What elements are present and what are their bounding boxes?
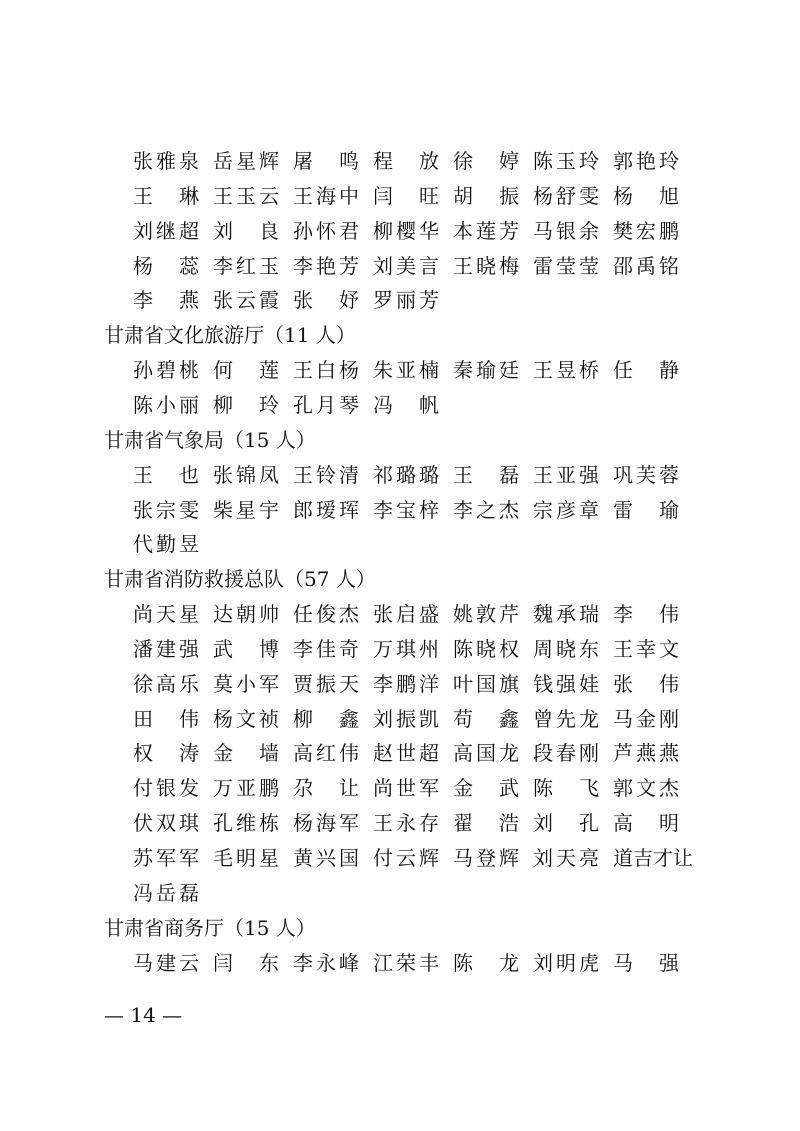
person-name: 巩芙蓉 — [613, 462, 679, 487]
person-name: 祁璐璐 — [373, 462, 439, 487]
name-row — [0, 702, 800, 736]
person-name: 杨舒雯 — [533, 183, 599, 208]
person-name: 刘 良 — [213, 218, 279, 243]
person-name: 任俊杰 — [293, 602, 359, 627]
person-name: 马建云 — [133, 950, 199, 975]
person-name: 武 博 — [213, 636, 279, 661]
person-name: 段春刚 — [533, 741, 599, 766]
person-name: 何 莲 — [213, 358, 279, 383]
person-name: 刘继超 — [133, 218, 199, 243]
person-name: 王白杨 — [293, 358, 359, 383]
person-name: 叶国旗 — [453, 671, 519, 696]
person-name: 金 墙 — [213, 741, 279, 766]
person-name: 马 强 — [613, 950, 679, 975]
person-name: 孔月琴 — [293, 392, 359, 417]
name-row — [0, 876, 800, 910]
name-row — [0, 946, 800, 980]
name-row — [0, 771, 800, 805]
section-heading-line — [0, 318, 800, 352]
person-name: 张 伟 — [613, 671, 679, 696]
person-name: 程 放 — [373, 149, 439, 173]
person-name: 徐 婷 — [453, 149, 519, 173]
person-name: 冯 帆 — [373, 392, 439, 417]
person-name: 曾先龙 — [533, 706, 599, 731]
name-row — [0, 527, 800, 561]
person-name: 马银余 — [533, 218, 599, 243]
section-heading: 甘肃省气象局（15 人） — [104, 427, 316, 452]
person-name: 金 武 — [453, 776, 519, 801]
person-name: 王亚强 — [533, 462, 599, 487]
person-name: 刘美言 — [373, 253, 439, 278]
person-name: 魏承瑞 — [533, 602, 599, 627]
person-name: 樊宏鹏 — [613, 218, 679, 243]
person-name: 贾振天 — [293, 671, 359, 696]
person-name: 柴星宇 — [213, 497, 279, 522]
person-name: 邵禹铭 — [613, 253, 679, 278]
person-name: 李红玉 — [213, 253, 279, 278]
person-name: 柳 玲 — [213, 392, 279, 417]
person-name: 田 伟 — [133, 706, 199, 731]
section-heading: 甘肃省消防救援总队（57 人） — [104, 567, 376, 592]
person-name: 李艳芳 — [293, 253, 359, 278]
person-name: 陈 龙 — [453, 950, 519, 975]
person-name: 付银发 — [133, 776, 199, 801]
person-name: 宗彦章 — [533, 497, 599, 522]
person-name: 姚敦芹 — [453, 602, 519, 627]
person-name: 高红伟 — [293, 741, 359, 766]
name-row — [0, 632, 800, 666]
name-row — [0, 388, 800, 422]
person-name: 陈 飞 — [533, 776, 599, 801]
person-name: 陈晓权 — [453, 636, 519, 661]
person-name: 苟 鑫 — [453, 706, 519, 731]
person-name: 黄兴国 — [293, 846, 359, 870]
person-name: 潘建强 — [133, 636, 199, 661]
name-row — [0, 214, 800, 248]
person-name: 刘明虎 — [533, 950, 599, 975]
person-name: 闫 旺 — [373, 183, 439, 208]
person-name: 王海中 — [293, 183, 359, 208]
person-name: 尕 让 — [293, 776, 359, 801]
person-name: 雷 瑜 — [613, 497, 679, 522]
person-name: 伏双琪 — [133, 811, 199, 836]
person-name: 刘天亮 — [533, 846, 599, 870]
person-name: 孙怀君 — [293, 218, 359, 243]
person-name: 罗丽芳 — [373, 288, 439, 313]
person-name: 孔维栋 — [213, 811, 279, 836]
person-name: 冯岳磊 — [133, 880, 199, 905]
person-name: 郭文杰 — [613, 776, 679, 801]
person-name: 周晓东 — [533, 636, 599, 661]
person-name: 张云霞 — [213, 288, 279, 313]
person-name: 闫 东 — [213, 950, 279, 975]
person-name: 陈玉玲 — [533, 149, 599, 173]
name-row — [0, 806, 800, 840]
person-name: 郎瑷珲 — [293, 497, 359, 522]
person-name: 郭艳玲 — [613, 149, 679, 173]
person-name: 秦瑜廷 — [453, 358, 519, 383]
person-name: 尚天星 — [133, 602, 199, 627]
name-row — [0, 736, 800, 770]
person-name: 苏军军 — [133, 846, 199, 870]
person-name: 翟 浩 — [453, 811, 519, 836]
name-row — [0, 144, 800, 178]
person-name: 万琪州 — [373, 636, 439, 661]
person-name: 张雅泉 — [133, 149, 199, 173]
person-name: 王 琳 — [133, 183, 199, 208]
person-name: 道吉才让 — [613, 846, 693, 870]
person-name: 刘 孔 — [533, 811, 599, 836]
person-name: 李佳奇 — [293, 636, 359, 661]
person-name: 高国龙 — [453, 741, 519, 766]
person-name: 万亚鹏 — [213, 776, 279, 801]
person-name: 王铃清 — [293, 462, 359, 487]
name-row — [0, 597, 800, 631]
person-name: 孙碧桃 — [133, 358, 199, 383]
person-name: 王 也 — [133, 462, 199, 487]
person-name: 代勤昱 — [133, 532, 199, 557]
person-name: 王晓梅 — [453, 253, 519, 278]
person-name: 付云辉 — [373, 846, 439, 870]
person-name: 陈小丽 — [133, 392, 199, 417]
person-name: 高 明 — [613, 811, 679, 836]
person-name: 马金刚 — [613, 706, 679, 731]
section-heading-line — [0, 562, 800, 596]
person-name: 王玉云 — [213, 183, 279, 208]
person-name: 江荣丰 — [373, 950, 439, 975]
person-name: 本莲芳 — [453, 218, 519, 243]
person-name: 王幸文 — [613, 636, 679, 661]
person-name: 毛明星 — [213, 846, 279, 870]
name-row — [0, 353, 800, 387]
person-name: 杨 旭 — [613, 183, 679, 208]
person-name: 柳 鑫 — [293, 706, 359, 731]
name-row — [0, 179, 800, 213]
name-row — [0, 458, 800, 492]
person-name: 杨文祯 — [213, 706, 279, 731]
page-number: — 14 — — [104, 1003, 183, 1027]
person-name: 权 涛 — [133, 741, 199, 766]
section-heading: 甘肃省商务厅（15 人） — [104, 915, 316, 940]
section-heading-line — [0, 423, 800, 457]
person-name: 李 伟 — [613, 602, 679, 627]
person-name: 朱亚楠 — [373, 358, 439, 383]
section-heading: 甘肃省文化旅游厅（11 人） — [104, 323, 356, 348]
person-name: 钱强娃 — [533, 671, 599, 696]
person-name: 杨海军 — [293, 811, 359, 836]
person-name: 尚世军 — [373, 776, 439, 801]
name-row — [0, 493, 800, 527]
person-name: 屠 鸣 — [293, 149, 359, 173]
person-name: 李永峰 — [293, 950, 359, 975]
person-name: 李 燕 — [133, 288, 199, 313]
person-name: 王 磊 — [453, 462, 519, 487]
person-name: 李之杰 — [453, 497, 519, 522]
person-name: 达朝帅 — [213, 602, 279, 627]
person-name: 岳星辉 — [213, 149, 279, 173]
person-name: 徐高乐 — [133, 671, 199, 696]
person-name: 莫小军 — [213, 671, 279, 696]
name-row — [0, 667, 800, 701]
person-name: 柳樱华 — [373, 218, 439, 243]
person-name: 芦燕燕 — [613, 741, 679, 766]
person-name: 王昱桥 — [533, 358, 599, 383]
name-row — [0, 283, 800, 317]
person-name: 杨 蕊 — [133, 253, 199, 278]
person-name: 张锦凤 — [213, 462, 279, 487]
name-row — [0, 841, 800, 875]
person-name: 赵世超 — [373, 741, 439, 766]
person-name: 雷莹莹 — [533, 253, 599, 278]
person-name: 李鹏洋 — [373, 671, 439, 696]
person-name: 任 静 — [613, 358, 679, 383]
person-name: 胡 振 — [453, 183, 519, 208]
name-row — [0, 249, 800, 283]
person-name: 李宝梓 — [373, 497, 439, 522]
person-name: 马登辉 — [453, 846, 519, 870]
person-name: 刘振凯 — [373, 706, 439, 731]
person-name: 张 妤 — [293, 288, 359, 313]
person-name: 张宗雯 — [133, 497, 199, 522]
section-heading-line — [0, 911, 800, 945]
person-name: 张启盛 — [373, 602, 439, 627]
person-name: 王永存 — [373, 811, 439, 836]
